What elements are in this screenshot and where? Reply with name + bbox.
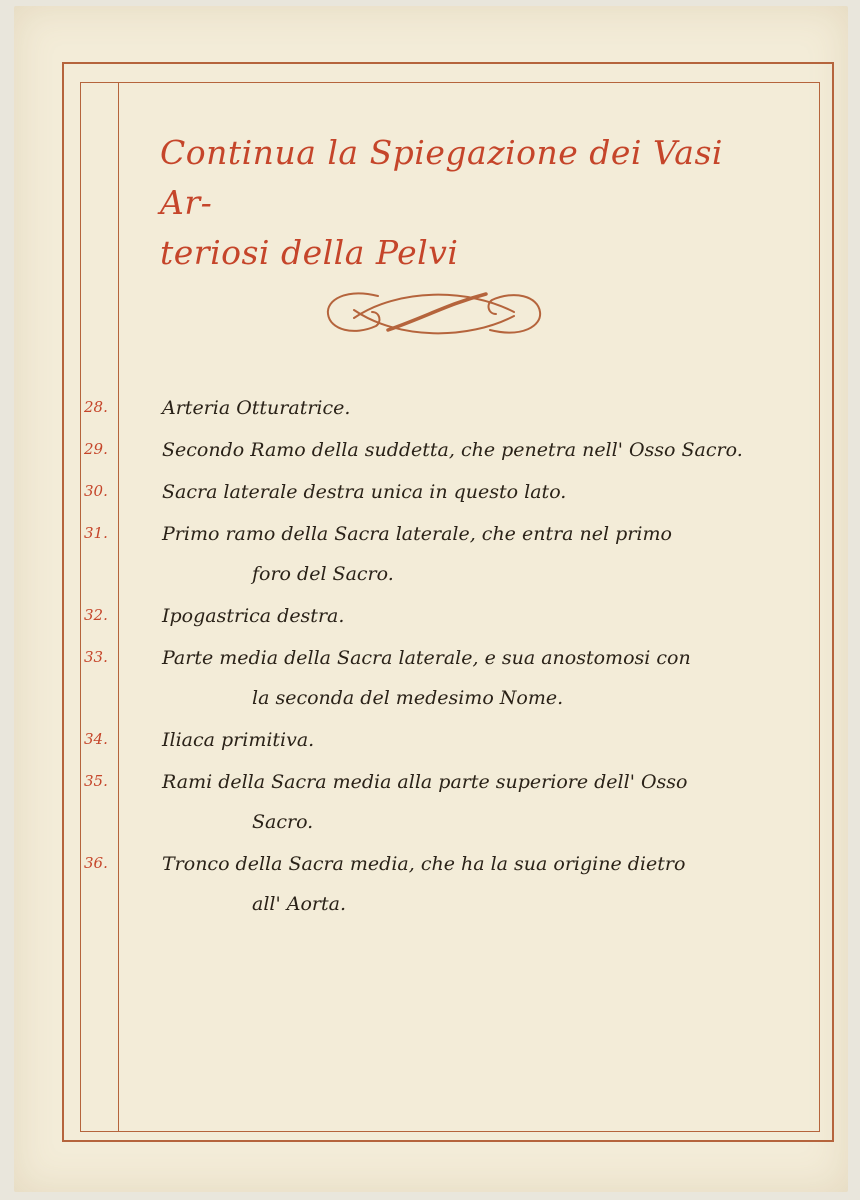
entry-number: 35. xyxy=(84,772,108,790)
entry-text xyxy=(162,596,762,636)
page-title xyxy=(160,128,780,278)
entry-text xyxy=(162,720,762,760)
entry-line: Tronco della Sacra media, che ha la sua origine dietro xyxy=(162,853,686,875)
entry-number: 34. xyxy=(84,730,108,748)
entry-line: Sacra laterale destra unica in questo lato. xyxy=(162,481,567,503)
entry-number: 32. xyxy=(84,606,108,624)
entry-number: 33. xyxy=(84,648,108,666)
entry-number: 29. xyxy=(84,440,108,458)
entry-text xyxy=(162,762,762,842)
entry-text xyxy=(162,472,762,512)
entry-line: Secondo Ramo della suddetta, che penetra nell' Osso Sacro. xyxy=(162,439,743,461)
entry-continuation-line: all' Aorta. xyxy=(252,893,346,915)
entry-number: 36. xyxy=(84,854,108,872)
entry-text xyxy=(162,430,762,470)
entry-number: 28. xyxy=(84,398,108,416)
calligraphic-flourish-icon xyxy=(318,282,550,344)
entry-number: 30. xyxy=(84,482,108,500)
entry-text xyxy=(162,514,762,594)
entry-line: Arteria Otturatrice. xyxy=(162,397,351,419)
entry-text xyxy=(162,844,762,924)
entry-line: Ipogastrica destra. xyxy=(162,605,345,627)
entry-continuation-line: Sacro. xyxy=(252,811,314,833)
entry-continuation-line: foro del Sacro. xyxy=(252,563,394,585)
page-title-line-1: Continua la Spiegazione dei Vasi Ar- xyxy=(160,133,723,222)
entry-line: Primo ramo della Sacra laterale, che entra nel primo xyxy=(162,523,672,545)
entry-text xyxy=(162,638,762,718)
page-title-line-2: teriosi della Pelvi xyxy=(160,233,459,272)
entry-number: 31. xyxy=(84,524,108,542)
entry-continuation-line: la seconda del medesimo Nome. xyxy=(252,687,564,709)
entry-line: Iliaca primitiva. xyxy=(162,729,315,751)
entry-line: Parte media della Sacra laterale, e sua anostomosi con xyxy=(162,647,691,669)
entry-line: Rami della Sacra media alla parte superiore dell' Osso xyxy=(162,771,688,793)
entry-text xyxy=(162,388,762,428)
